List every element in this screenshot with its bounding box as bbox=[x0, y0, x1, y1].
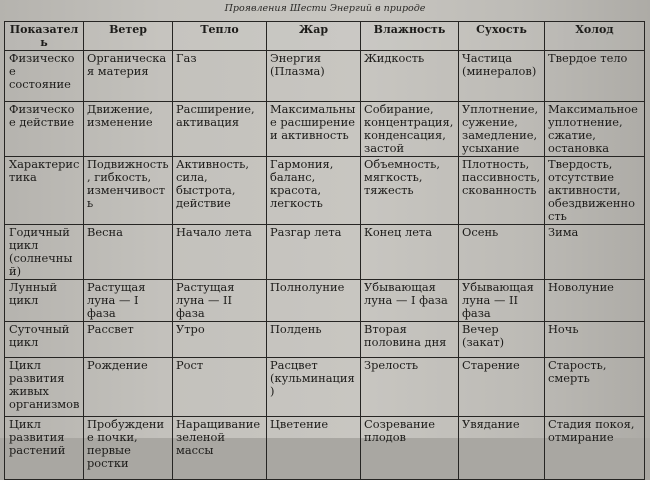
table-cell: Весна bbox=[84, 225, 173, 280]
row-label: Цикл развития растений bbox=[5, 417, 84, 480]
row-label: Годичный цикл (солнечный) bbox=[5, 225, 84, 280]
table-cell: Расцвет (кульминация) bbox=[267, 358, 361, 417]
table-cell: Плотность, пассивность, скованность bbox=[459, 157, 545, 225]
table-cell: Осень bbox=[459, 225, 545, 280]
row-label: Лунный цикл bbox=[5, 280, 84, 322]
energies-table bbox=[4, 21, 645, 480]
table-cell: Твердое тело bbox=[545, 51, 645, 102]
table-cell: Рассвет bbox=[84, 322, 173, 358]
table-cell: Максимальное уплотнение, сжатие, остановка bbox=[545, 102, 645, 157]
table-cell: Жидкость bbox=[361, 51, 459, 102]
table-cell: Собирание, концентрация, конденсация, застой bbox=[361, 102, 459, 157]
row-label: Характеристика bbox=[5, 157, 84, 225]
table-row bbox=[5, 157, 645, 225]
table-cell: Конец лета bbox=[361, 225, 459, 280]
row-label: Цикл развития живых организмов bbox=[5, 358, 84, 417]
table-cell: Полнолуние bbox=[267, 280, 361, 322]
table-cell: Рождение bbox=[84, 358, 173, 417]
table-cell: Наращивание зеленой массы bbox=[173, 417, 267, 480]
header-row bbox=[5, 22, 645, 51]
table-cell: Максимальные расширение и активность bbox=[267, 102, 361, 157]
table-cell: Новолуние bbox=[545, 280, 645, 322]
table-cell: Рост bbox=[173, 358, 267, 417]
table-cell: Гармония, баланс, красота, легкость bbox=[267, 157, 361, 225]
table-cell: Активность, сила, быстрота, действие bbox=[173, 157, 267, 225]
row-label: Суточный цикл bbox=[5, 322, 84, 358]
table-cell: Движение, изменение bbox=[84, 102, 173, 157]
table-row bbox=[5, 358, 645, 417]
table-cell: Расширение, активация bbox=[173, 102, 267, 157]
table-cell: Зима bbox=[545, 225, 645, 280]
table-row bbox=[5, 280, 645, 322]
table-row bbox=[5, 225, 645, 280]
table-row bbox=[5, 417, 645, 480]
header-humidity: Влажность bbox=[361, 22, 459, 51]
header-dryness: Сухость bbox=[459, 22, 545, 51]
header-wind: Ветер bbox=[84, 22, 173, 51]
table-cell: Пробуждение почки, первые ростки bbox=[84, 417, 173, 480]
header-indicator: Показатель bbox=[5, 22, 84, 51]
table-cell: Растущая луна — II фаза bbox=[173, 280, 267, 322]
table-cell: Начало лета bbox=[173, 225, 267, 280]
row-label: Физическое состояние bbox=[5, 51, 84, 102]
table-cell: Зрелость bbox=[361, 358, 459, 417]
table-row bbox=[5, 51, 645, 102]
table-cell: Утро bbox=[173, 322, 267, 358]
table-cell: Убывающая луна — I фаза bbox=[361, 280, 459, 322]
table-cell: Вторая половина дня bbox=[361, 322, 459, 358]
table-cell: Газ bbox=[173, 51, 267, 102]
table-cell: Вечер (закат) bbox=[459, 322, 545, 358]
table-cell: Стадия покоя, отмирание bbox=[545, 417, 645, 480]
table-cell: Полдень bbox=[267, 322, 361, 358]
table-cell: Уплотнение, сужение, замедление, усыхание bbox=[459, 102, 545, 157]
table-cell: Объемность, мягкость, тяжесть bbox=[361, 157, 459, 225]
table-cell: Старение bbox=[459, 358, 545, 417]
table-cell: Созревание плодов bbox=[361, 417, 459, 480]
header-heat: Жар bbox=[267, 22, 361, 51]
table-cell: Старость, смерть bbox=[545, 358, 645, 417]
table-cell: Частица (минералов) bbox=[459, 51, 545, 102]
header-warmth: Тепло bbox=[173, 22, 267, 51]
header-cold: Холод bbox=[545, 22, 645, 51]
table-row bbox=[5, 102, 645, 157]
table-cell: Энергия (Плазма) bbox=[267, 51, 361, 102]
table-row bbox=[5, 322, 645, 358]
table-cell: Твердость, отсутствие активности, обездвиженность bbox=[545, 157, 645, 225]
table-cell: Увядание bbox=[459, 417, 545, 480]
table-cell: Органическая материя bbox=[84, 51, 173, 102]
table-cell: Цветение bbox=[267, 417, 361, 480]
table-cell: Растущая луна — I фаза bbox=[84, 280, 173, 322]
table-caption: Проявления Шести Энергий в природе bbox=[224, 3, 426, 14]
table-cell: Убывающая луна — II фаза bbox=[459, 280, 545, 322]
table-cell: Подвижность, гибкость, изменчивость bbox=[84, 157, 173, 225]
table-cell: Разгар лета bbox=[267, 225, 361, 280]
row-label: Физическое действие bbox=[5, 102, 84, 157]
table-cell: Ночь bbox=[545, 322, 645, 358]
